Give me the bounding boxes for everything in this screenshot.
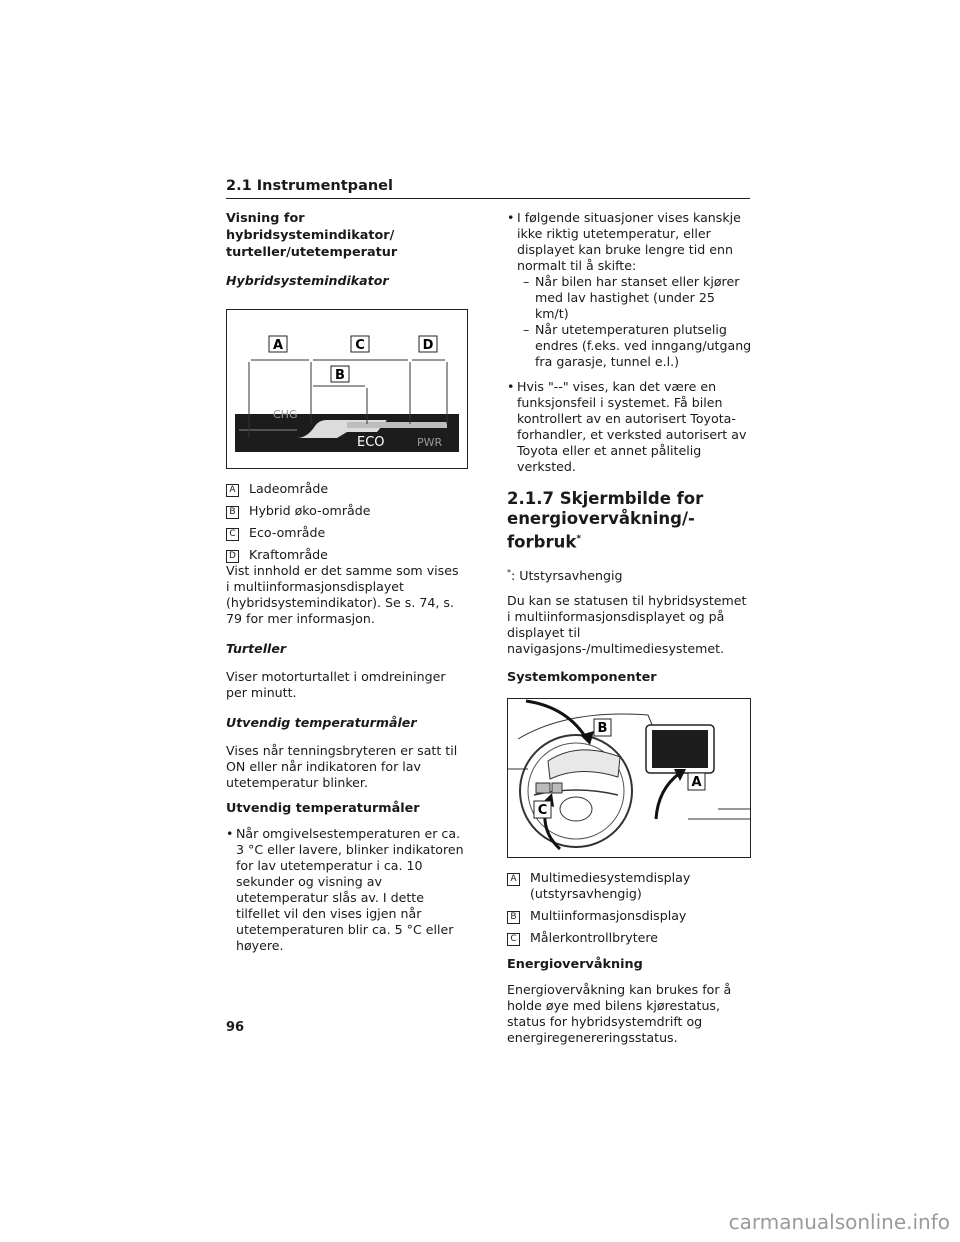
dashboard-figure [507, 698, 751, 858]
chg-label: CHG [273, 408, 298, 421]
section-header: 2.1 Instrumentpanel [226, 178, 750, 199]
fig2-label-a: A [691, 774, 702, 790]
legend-key: C [226, 528, 239, 541]
fig1-label-c: C [355, 338, 365, 353]
note-text: : Utstyrsavhengig [511, 567, 623, 583]
legend-paragraph: Vist innhold er det samme som vises i multiinformasjonsdisplayet (hybridsystemindikator). Se s. 74, s. 79 for mer informasjon. [226, 563, 459, 626]
legend-item [507, 870, 752, 902]
temp-title-2: Utvendig temperaturmåler [226, 801, 420, 816]
temp-title: Utvendig temperaturmåler [226, 715, 417, 730]
fig2-label-b: B [597, 720, 608, 736]
legend-item [507, 930, 752, 946]
fig1-label-a: A [272, 338, 284, 353]
intro-text: Du kan se statusen til hybridsystemet i multiinformasjonsdisplayet og på displayet til navigasjons-/multimediesystemet. [507, 592, 747, 656]
temp-bullet: • Når omgivelsestemperaturen er ca. 3 °C eller lavere, blinker indikatoren for lav utetemperatur i ca. 10 sekunder og visning av utetemperatur slås av. I dette tilfellet vil den vises igjen når utetemperaturen blir ca. 5 °C eller høyere. [226, 826, 466, 954]
hybrid-indicator-diagram [227, 310, 467, 468]
legend-key: C [507, 933, 520, 946]
page-number: 96 [226, 1020, 245, 1035]
heading-text: 2.1.7 Skjermbilde for energiovervåkning/-forbruk [507, 489, 704, 552]
turteller-text: Viser motorturtallet i omdreininger per minutt. [226, 669, 446, 700]
sub-bullet: – Når bilen har stanset eller kjører med lav hastighet (under 25 km/t) [523, 274, 752, 322]
legend-key: B [226, 506, 239, 519]
legend-key: B [507, 911, 520, 924]
temp-text: Vises når tenningsbryteren er satt til ON eller når indikatoren for lav utetemperatur blinker. [226, 743, 458, 790]
sub-bullet: – Når utetemperaturen plutselig endres (f.eks. ved inngang/utgang fra garasje, tunnel e.l.) [523, 322, 752, 370]
fig2-label-c: C [537, 802, 548, 818]
section-title: Visning for hybridsystemindikator/ turteller/utetemperatur [226, 211, 398, 260]
left-column [226, 210, 466, 963]
legend-item [226, 547, 466, 563]
hybrid-indicator-title: Hybridsystemindikator [226, 273, 389, 288]
sys-title: Systemkomponenter [507, 669, 657, 685]
dashboard-diagram [508, 699, 750, 857]
hybrid-indicator-figure [226, 309, 468, 469]
legend-text: Kraftområde [249, 547, 328, 562]
note-line [507, 565, 752, 584]
legend-key: D [226, 550, 239, 563]
legend-item [226, 503, 466, 519]
legend-text: Multiinformasjonsdisplay [530, 907, 687, 923]
energy-title: Energiovervåkning [507, 956, 643, 972]
fig1-label-b: B [335, 368, 345, 383]
legend-key: A [226, 484, 239, 497]
legend-item [226, 525, 466, 541]
right-column [507, 210, 752, 1055]
energy-text: Energiovervåkning kan brukes for å holde øye med bilens kjørestatus, status for hybridsystemdrift og energiregenereringsstatus. [507, 981, 732, 1045]
bullet-malfunction: • Hvis "--" vises, kan det være en funksjonsfeil i systemet. Få bilen kontrollert av en autorisert Toyota-forhandler, et verksted autorisert av Toyota eller et annet pålitelig verksted. [507, 379, 752, 475]
legend-key: A [507, 873, 520, 886]
legend-text: Hybrid øko-område [249, 503, 371, 518]
legend-item [507, 908, 752, 924]
legend-text: Multimediesystemdisplay (utstyrsavhengig) [530, 869, 691, 901]
footer-watermark: carmanualsonline.info [728, 1210, 950, 1234]
legend-text: Ladeområde [249, 481, 329, 496]
legend-text: Målerkontrollbrytere [530, 929, 659, 945]
pwr-label: PWR [417, 436, 443, 449]
eco-label: ECO [357, 435, 385, 450]
fig1-label-d: D [422, 338, 434, 353]
legend-item [226, 481, 466, 497]
turteller-title: Turteller [226, 641, 287, 656]
legend-text: Eco-område [249, 525, 326, 540]
heading-2-1-7 [507, 489, 752, 553]
bullet-temp-situations [507, 210, 752, 370]
bullet-text: I følgende situasjoner vises kanskje ikke riktig utetemperatur, eller displayet kan bruke lengre tid enn normalt til å skifte: [517, 210, 741, 273]
note-star: * [507, 567, 511, 577]
heading-star: * [576, 534, 582, 544]
